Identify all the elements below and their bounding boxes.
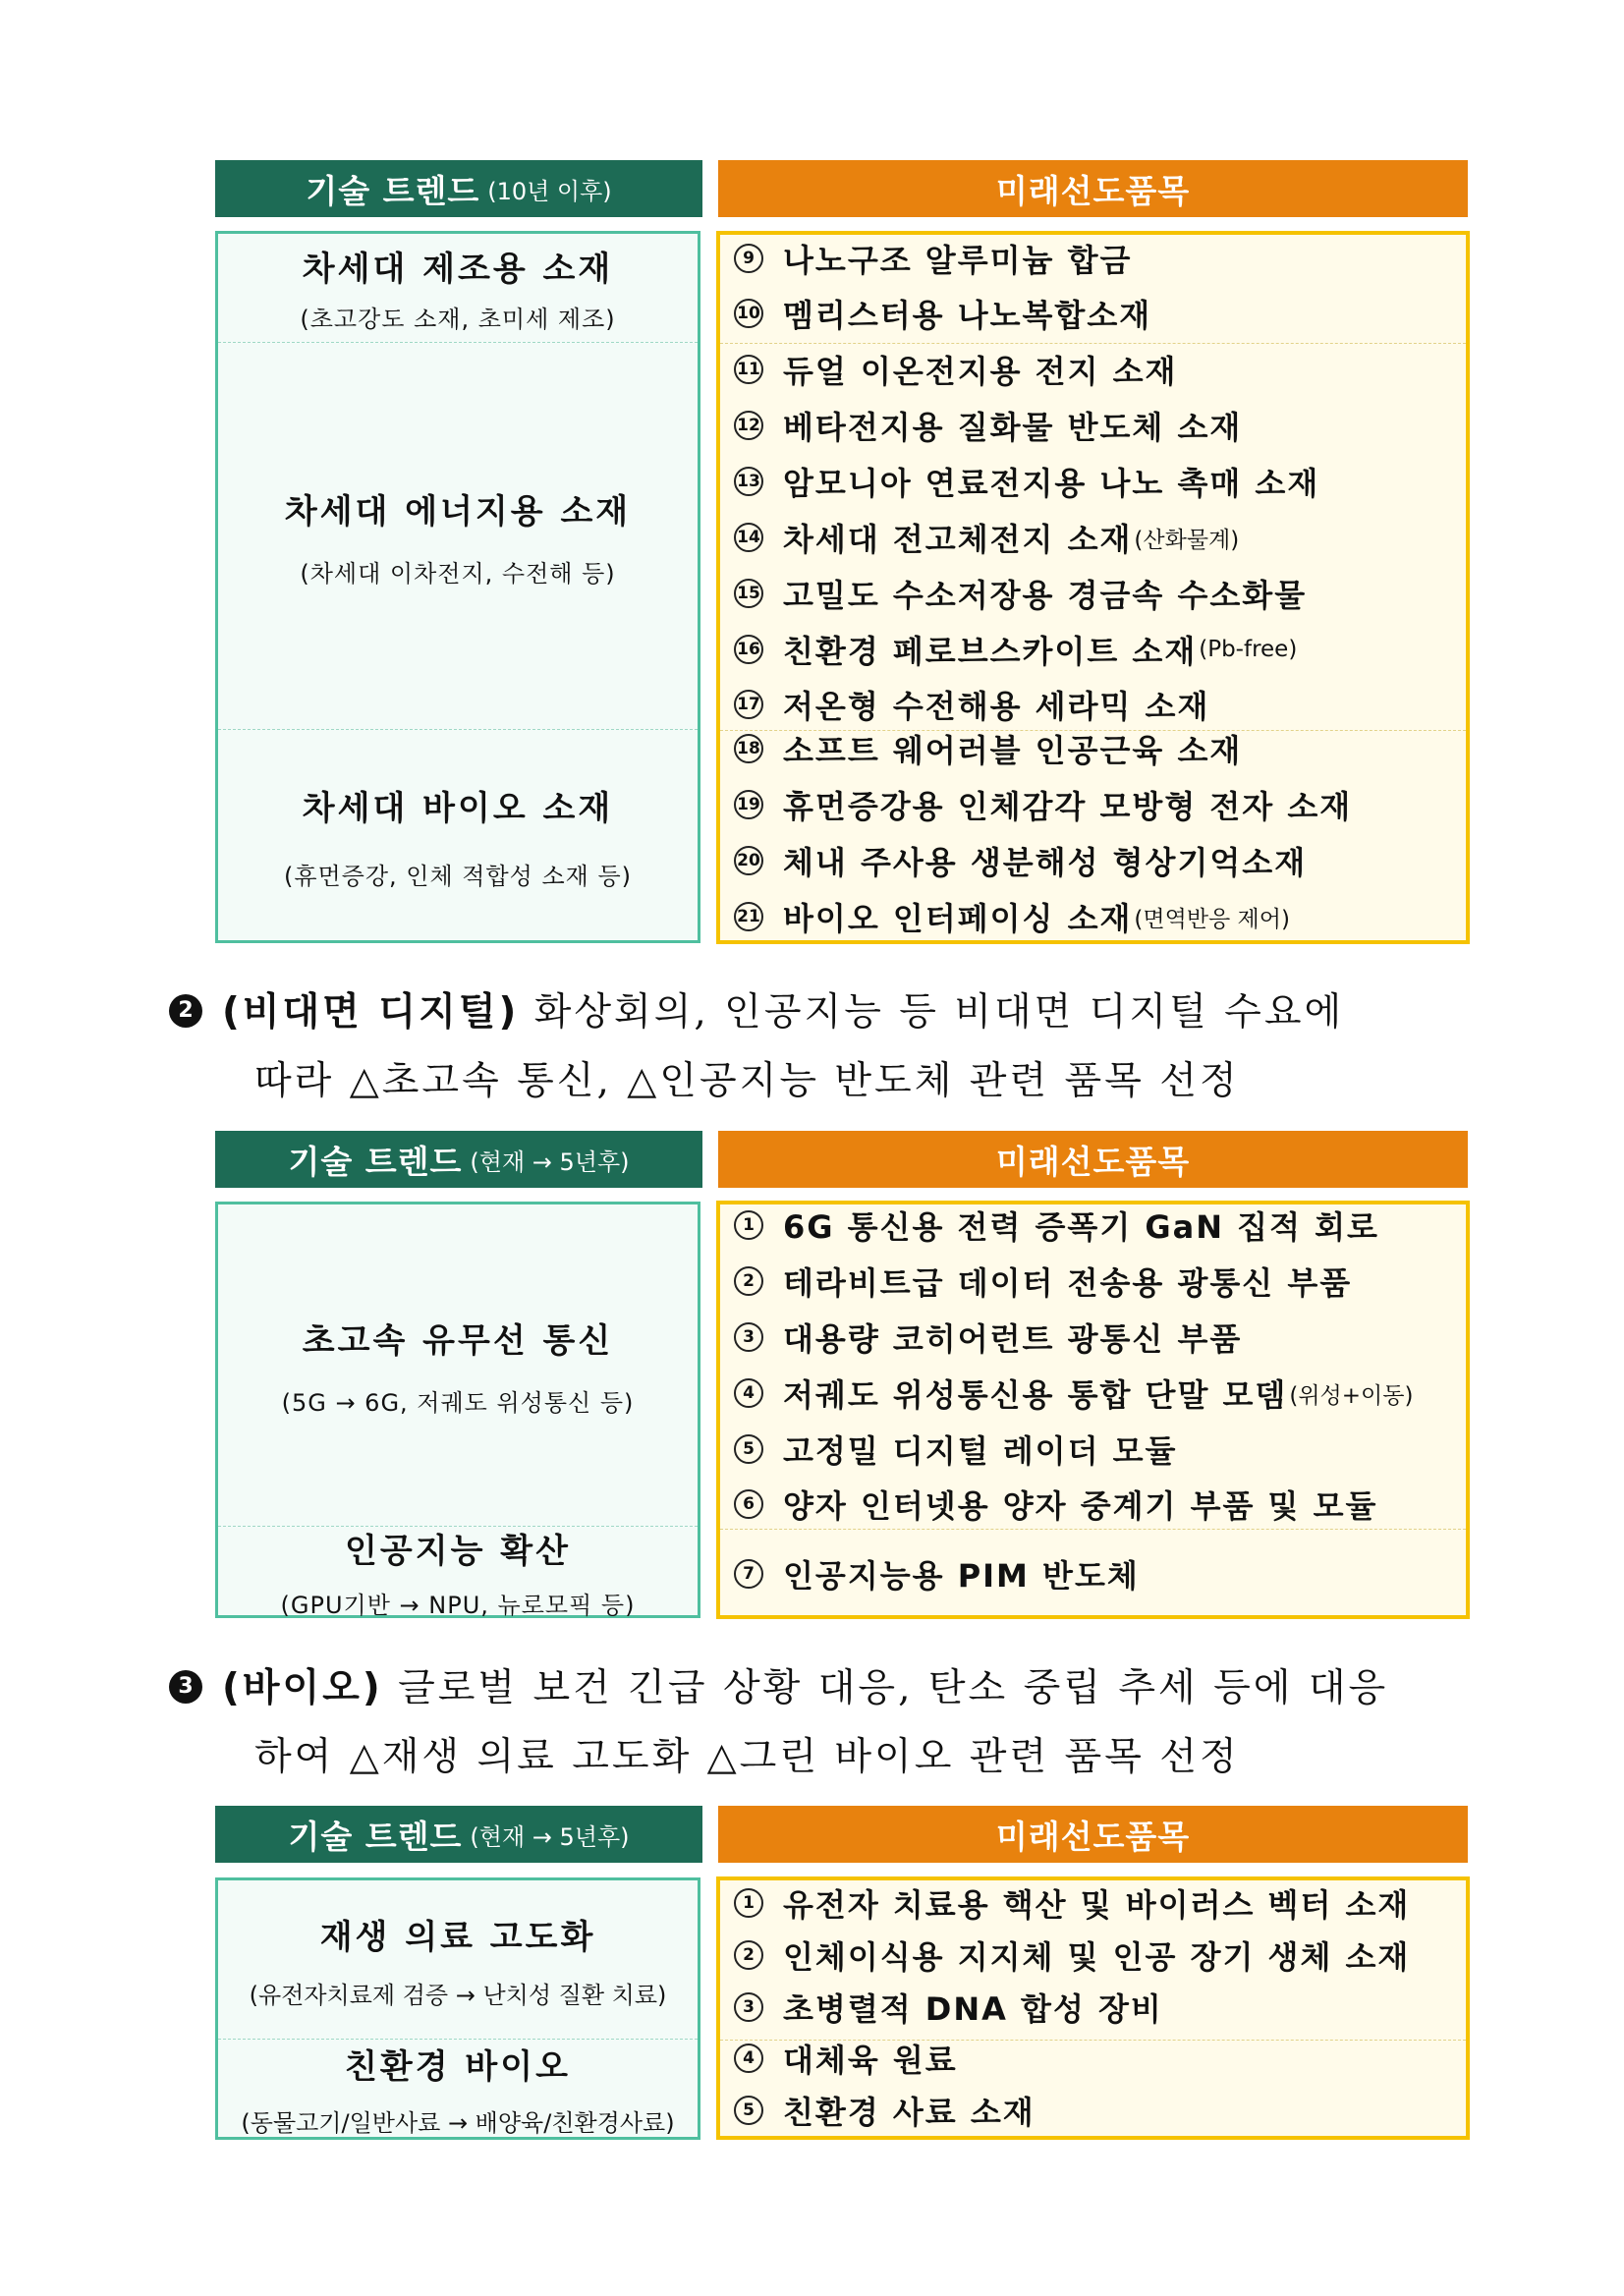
list-item — [734, 1366, 1458, 1421]
item-text: 고밀도 수소저장용 경금속 수소화물 — [783, 577, 1308, 614]
trend-group — [218, 2039, 698, 2138]
item-text: 인공지능용 PIM 반도체 — [783, 1557, 1140, 1595]
item-text: 유전자 치료용 핵산 및 바이러스 벡터 소재 — [783, 1886, 1411, 1924]
item-number: 13 — [734, 467, 763, 496]
trend-group — [218, 1880, 698, 2039]
list-item — [734, 1422, 1458, 1477]
trend-group — [218, 1204, 698, 1526]
item-note: (Pb-free) — [1199, 637, 1298, 662]
list-item — [734, 889, 1458, 944]
trend-header-period: (10년 이후) — [487, 177, 612, 205]
list-item — [734, 398, 1458, 453]
item-text: 대체육 원료 — [783, 2042, 958, 2079]
list-item — [734, 454, 1458, 509]
list-item — [734, 833, 1458, 888]
paragraph-bio — [169, 1654, 1476, 1792]
item-number: 18 — [734, 734, 763, 763]
item-text: 바이오 인터페이싱 소재 — [783, 900, 1133, 937]
items-header — [718, 160, 1468, 217]
item-number: 21 — [734, 902, 763, 931]
trend-subtitle: (5G → 6G, 저궤도 위성통신 등) — [281, 1388, 635, 1417]
item-text: 저궤도 위성통신용 통합 단말 모뎀 — [783, 1376, 1288, 1414]
item-text: 테라비트급 데이터 전송용 광통신 부품 — [783, 1264, 1353, 1302]
trend-group — [218, 1526, 698, 1619]
item-number: 10 — [734, 299, 763, 328]
paragraph-line: 글로벌 보건 긴급 상황 대응, 탄소 중립 추세 등에 대응 — [382, 1666, 1389, 1710]
item-number: 11 — [734, 355, 763, 384]
item-number: 2 — [734, 1940, 763, 1970]
item-text: 암모니아 연료전지용 나노 촉매 소재 — [783, 465, 1320, 502]
item-text: 양자 인터넷용 양자 중계기 부품 및 모듈 — [783, 1487, 1378, 1525]
item-note: (위성+이동) — [1289, 1382, 1414, 1409]
list-item — [734, 2083, 1458, 2138]
item-number: 3 — [734, 1322, 763, 1352]
item-note: (면역반응 제어) — [1134, 906, 1290, 932]
paragraph-tag: (비대면 디지털) — [222, 990, 520, 1035]
item-text: 휴먼증강용 인체감각 모방형 전자 소재 — [783, 788, 1353, 825]
items-group — [720, 1529, 1466, 1616]
item-number: 4 — [734, 1378, 763, 1408]
item-number: 1 — [734, 1210, 763, 1240]
item-text: 저온형 수전해용 세라믹 소재 — [783, 688, 1210, 725]
trend-group — [218, 342, 698, 730]
trend-column — [215, 231, 700, 943]
item-text: 인체이식용 지지체 및 인공 장기 생체 소재 — [783, 1938, 1411, 1976]
item-text: 멤리스터용 나노복합소재 — [783, 297, 1152, 334]
items-header — [718, 1806, 1468, 1863]
item-number: 20 — [734, 846, 763, 875]
list-item — [734, 1310, 1458, 1365]
paragraph-tag: (바이오) — [222, 1666, 383, 1710]
items-group — [720, 343, 1466, 731]
items-column — [716, 1201, 1470, 1619]
paragraph-line: 화상회의, 인공지능 등 비대면 디지털 수요에 — [519, 990, 1345, 1035]
bullet-number-icon: 2 — [169, 994, 202, 1028]
item-text: 친환경 페로브스카이트 소재 — [783, 633, 1198, 670]
trend-title: 초고속 유무선 통신 — [302, 1320, 614, 1361]
list-item — [734, 231, 1458, 286]
trend-header-label: 기술 트렌드 — [288, 1142, 463, 1181]
items-group — [720, 730, 1466, 941]
paragraph-line: 따라 △초고속 통신, △인공지능 반도체 관련 품목 선정 — [254, 1059, 1240, 1103]
trend-subtitle: (차세대 이차전지, 수전해 등) — [300, 560, 616, 588]
item-number: 5 — [734, 1434, 763, 1464]
item-text: 차세대 전고체전지 소재 — [783, 521, 1133, 558]
list-item — [734, 1928, 1458, 1983]
trend-title: 차세대 바이오 소재 — [302, 788, 614, 828]
list-item — [734, 1254, 1458, 1309]
trend-column — [215, 1877, 700, 2140]
item-text: 체내 주사용 생분해성 형상기억소재 — [783, 844, 1308, 881]
list-item — [734, 1876, 1458, 1931]
item-text: 고정밀 디지털 레이더 모듈 — [783, 1432, 1178, 1470]
item-number: 3 — [734, 1992, 763, 2022]
items-header-label: 미래선도품목 — [995, 1142, 1191, 1181]
item-number: 5 — [734, 2096, 763, 2125]
item-number: 16 — [734, 635, 763, 664]
list-item — [734, 721, 1458, 776]
item-number: 12 — [734, 411, 763, 440]
trend-header — [215, 1131, 702, 1188]
item-number: 2 — [734, 1266, 763, 1296]
list-item — [734, 1980, 1458, 2035]
item-text: 듀얼 이온전지용 전지 소재 — [783, 353, 1178, 390]
item-text: 대용량 코히어런트 광통신 부품 — [783, 1320, 1243, 1358]
item-note: (산화물계) — [1134, 527, 1240, 553]
trend-header — [215, 1806, 702, 1863]
list-item — [734, 777, 1458, 832]
trend-title: 차세대 제조용 소재 — [302, 250, 614, 289]
list-item — [734, 566, 1458, 621]
trend-header-period: (현재 → 5년후) — [470, 1148, 630, 1176]
items-group — [720, 2040, 1466, 2137]
list-item — [734, 622, 1458, 677]
trend-group — [218, 234, 698, 342]
items-header-label: 미래선도품목 — [995, 1817, 1191, 1856]
list-item — [734, 286, 1458, 341]
trend-column — [215, 1202, 700, 1618]
item-number: 4 — [734, 2044, 763, 2073]
trend-header — [215, 160, 702, 217]
trend-title: 재생 의료 고도화 — [319, 1917, 596, 1957]
paragraph-digital — [169, 979, 1476, 1116]
item-text: 나노구조 알루미늄 합금 — [783, 242, 1133, 279]
trend-title: 인공지능 확산 — [345, 1531, 571, 1571]
item-number: 15 — [734, 579, 763, 608]
item-text: 친환경 사료 소재 — [783, 2094, 1036, 2131]
trend-header-period: (현재 → 5년후) — [470, 1822, 630, 1851]
item-text: 초병렬적 DNA 합성 장비 — [783, 1990, 1163, 2028]
trend-subtitle: (초고강도 소재, 초미세 제조) — [300, 306, 616, 333]
list-item — [734, 2031, 1458, 2086]
item-text: 베타전지용 질화물 반도체 소재 — [783, 409, 1243, 446]
trend-subtitle: (휴먼증강, 인체 적합성 소재 등) — [283, 862, 633, 890]
item-number: 19 — [734, 790, 763, 819]
trend-header-label: 기술 트렌드 — [306, 171, 480, 210]
trend-group — [218, 729, 698, 941]
item-number: 7 — [734, 1559, 763, 1589]
items-group — [720, 1204, 1466, 1529]
item-text: 소프트 웨어러블 인공근육 소재 — [783, 732, 1243, 769]
items-header — [718, 1131, 1468, 1188]
trend-title: 친환경 바이오 — [345, 2047, 571, 2087]
items-group — [720, 235, 1466, 343]
trend-subtitle: (GPU기반 → NPU, 뉴로모픽 등) — [280, 1591, 636, 1619]
list-item — [734, 1546, 1458, 1601]
trend-header-label: 기술 트렌드 — [288, 1817, 463, 1856]
list-item — [734, 510, 1458, 565]
items-header-label: 미래선도품목 — [995, 171, 1191, 210]
bullet-number-icon: 3 — [169, 1670, 202, 1704]
trend-subtitle: (동물고기/일반사료 → 배양육/친환경사료) — [241, 2109, 675, 2137]
item-number: 6 — [734, 1489, 763, 1519]
items-group — [720, 1880, 1466, 2040]
list-item — [734, 342, 1458, 397]
paragraph-line: 하여 △재생 의료 고도화 △그린 바이오 관련 품목 선정 — [254, 1735, 1240, 1779]
item-number: 1 — [734, 1888, 763, 1918]
items-column — [716, 231, 1470, 944]
list-item — [734, 1198, 1458, 1253]
items-column — [716, 1876, 1470, 2140]
item-number: 17 — [734, 690, 763, 719]
item-text: 6G 통신용 전력 증폭기 GaN 집적 회로 — [783, 1208, 1379, 1246]
item-number: 14 — [734, 523, 763, 552]
trend-title: 차세대 에너지용 소재 — [284, 492, 632, 532]
item-number: 9 — [734, 244, 763, 273]
list-item — [734, 1477, 1458, 1532]
trend-subtitle: (유전자치료제 검증 → 난치성 질환 치료) — [249, 1981, 667, 2009]
